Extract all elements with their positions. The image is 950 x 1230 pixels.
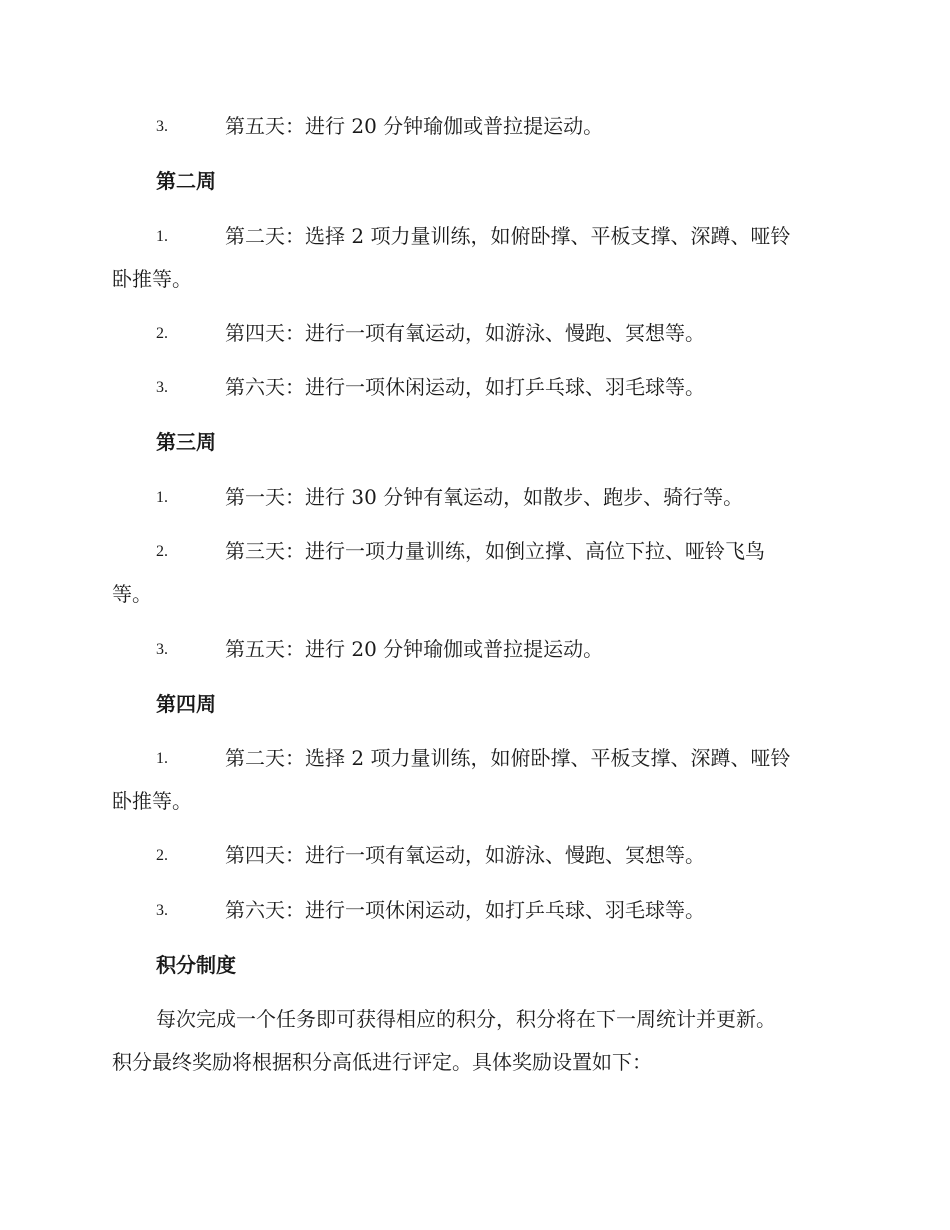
list-number: 3. (156, 641, 168, 658)
list-number: 2. (156, 325, 168, 342)
list-number: 1. (156, 489, 168, 506)
list-item (112, 215, 832, 301)
points-paragraph (112, 998, 842, 1084)
list-text: 第四天：进行一项有氧运动，如游泳、慢跑、冥想等。 (225, 843, 705, 867)
list-text: 第五天：进行 20 分钟瑜伽或普拉提运动。 (225, 637, 604, 661)
list-text-continued: 卧推等。 (112, 267, 192, 291)
list-text: 第二天：选择 2 项力量训练，如俯卧撑、平板支撑、深蹲、哑铃 (225, 746, 791, 770)
paragraph-line: 每次完成一个任务即可获得相应的积分，积分将在下一周统计并更新。 (156, 1007, 776, 1031)
section-heading-week-2: 第二周 (156, 169, 216, 193)
list-number: 2. (156, 847, 168, 864)
list-item (112, 312, 832, 355)
list-item (112, 530, 832, 616)
list-item (112, 105, 832, 148)
list-item (112, 889, 832, 932)
section-heading-week-4: 第四周 (156, 692, 216, 716)
list-text: 第六天：进行一项休闲运动，如打乒乓球、羽毛球等。 (225, 898, 705, 922)
section-heading-points-system: 积分制度 (156, 953, 236, 977)
list-text: 第三天：进行一项力量训练，如倒立撑、高位下拉、哑铃飞鸟 (225, 539, 765, 563)
list-number: 1. (156, 228, 168, 245)
list-item (112, 476, 832, 519)
list-text-continued: 等。 (112, 582, 152, 606)
list-text: 第六天：进行一项休闲运动，如打乒乓球、羽毛球等。 (225, 375, 705, 399)
list-number: 1. (156, 750, 168, 767)
list-text: 第二天：选择 2 项力量训练，如俯卧撑、平板支撑、深蹲、哑铃 (225, 224, 791, 248)
list-number: 2. (156, 543, 168, 560)
list-number: 3. (156, 118, 168, 135)
section-heading-week-3: 第三周 (156, 430, 216, 454)
list-item (112, 737, 832, 823)
list-item (112, 834, 832, 877)
paragraph-line: 积分最终奖励将根据积分高低进行评定。具体奖励设置如下： (112, 1050, 652, 1074)
list-number: 3. (156, 379, 168, 396)
list-number: 3. (156, 902, 168, 919)
list-text: 第四天：进行一项有氧运动，如游泳、慢跑、冥想等。 (225, 321, 705, 345)
list-item (112, 366, 832, 409)
list-text-continued: 卧推等。 (112, 789, 192, 813)
list-text: 第五天：进行 20 分钟瑜伽或普拉提运动。 (225, 114, 604, 138)
list-text: 第一天：进行 30 分钟有氧运动，如散步、跑步、骑行等。 (225, 485, 744, 509)
list-item (112, 628, 832, 671)
